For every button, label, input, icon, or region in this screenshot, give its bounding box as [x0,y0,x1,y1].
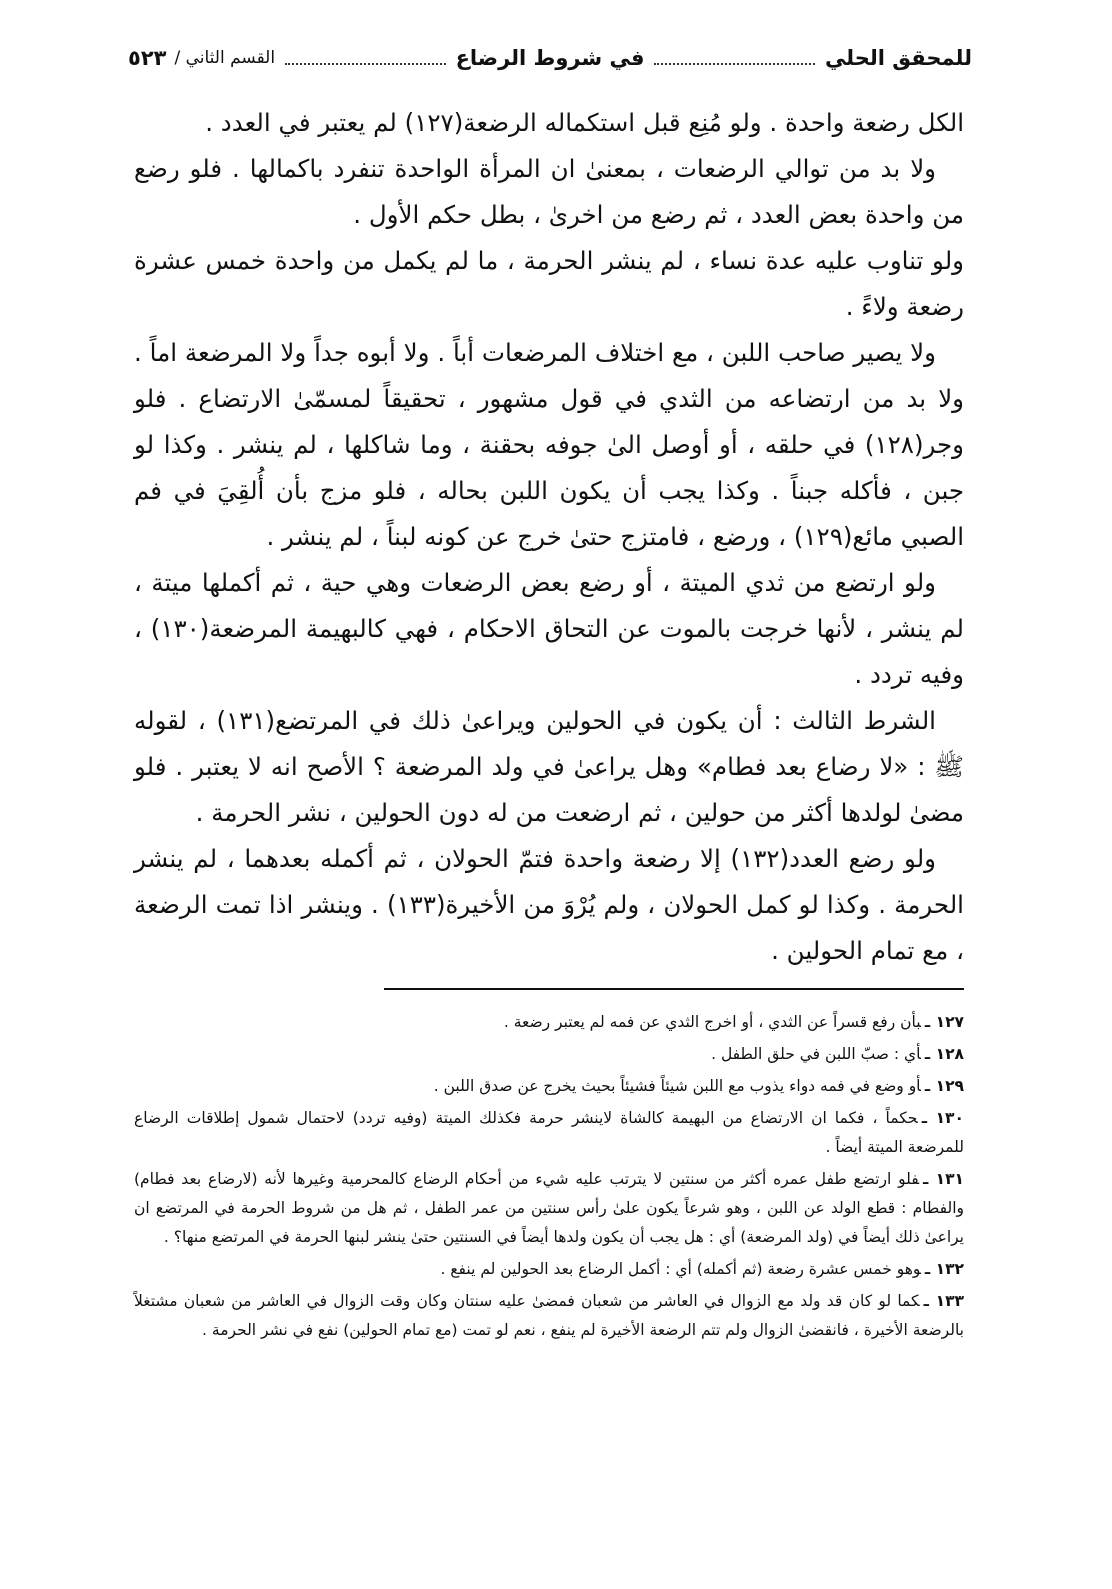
footnote [134,1104,964,1162]
header-page-info [128,46,275,70]
footnotes [134,1008,964,1348]
paragraph: ولو تناوب عليه عدة نساء ، لم ينشر الحرمة ، ما لم يكمل من واحدة خمس عشرة رضعة ولاءً . [134,246,964,321]
footnote-number: ١٣١ ـ [923,1170,964,1188]
footnote [134,1008,964,1037]
footnote-text: حكماً ، فكما ان الارتضاع من البهيمة كالشاة لاينشر حرمة فكذلك الميتة (وفيه تردد) لاحتمال شمول إطلاقات الرضاع للمرضعة الميتة أيضاً . [134,1109,964,1156]
footnote-number: ١٣٣ ـ [923,1292,964,1310]
footnote-text: بأن رفع قسراً عن الثدي ، أو اخرج الثدي عن فمه لم يعتبر رضعة . [503,1013,921,1031]
footnote [134,1255,964,1284]
header-chapter-title: في شروط الرضاع [455,46,645,70]
paragraph: ولا يصير صاحب اللبن ، مع اختلاف المرضعات أباً . ولا أبوه جداً ولا المرضعة اماً . ولا بد من ارتضاعه من الثدي في قول مشهور ، تحقيقاً لمسمّىٰ الارتضاع . فلو وجر(١٢٨) في حلقه ، أو أوصل الىٰ جوفه بحقنة ، وما شاكلها ، لم ينشر . وكذا لو جبن ، فأكله جبناً . وكذا يجب أن يكون اللبن بحاله ، فلو مزج بأن أُلقِيَ في فم الصبي مائع(١٢٩) ، ورضع ، فامتزج حتىٰ خرج عن كونه لبناً ، لم ينشر . [134,338,964,551]
footnote-number: ١٢٧ ـ [924,1013,964,1031]
paragraph: ولا بد من توالي الرضعات ، بمعنىٰ ان المرأة الواحدة تنفرد باكمالها . فلو رضع من واحدة بعض العدد ، ثم رضع من اخرىٰ ، بطل حكم الأول . [134,154,964,229]
footnote [134,1165,964,1252]
header-dotted-leader [285,63,445,65]
footnote-number: ١٢٨ ـ [924,1045,964,1063]
footnote-text: وهو خمس عشرة رضعة (ثم أكمله) أي : أكمل الرضاع بعد الحولين لم ينفع . [440,1260,921,1278]
header-dotted-leader [654,63,814,65]
header-author: للمحقق الحلي [824,46,972,70]
footnote-number: ١٢٩ ـ [924,1077,964,1095]
paragraph: ولو ارتضع من ثدي الميتة ، أو رضع بعض الرضعات وهي حية ، ثم أكملها ميتة ، لم ينشر ، لأنها خرجت بالموت عن التحاق الاحكام ، فهي كالبهيمة المرضعة(١٣٠) ، وفيه تردد . [134,568,964,689]
footnote-text: أو وضع في فمه دواء يذوب مع اللبن شيئاً فشيئاً بحيث يخرج عن صدق اللبن . [433,1077,921,1095]
running-header [128,36,972,80]
footnote-separator [384,988,964,990]
paragraph: الكل رضعة واحدة . ولو مُنِع قبل استكماله الرضعة(١٢٧) لم يعتبر في العدد . [205,108,964,137]
footnote-number: ١٣٢ ـ [924,1260,964,1278]
footnote-number: ١٣٠ ـ [921,1109,964,1127]
page-number: ٥٢٣ [128,46,167,70]
footnote [134,1287,964,1345]
paragraph: ولو رضع العدد(١٣٢) إلا رضعة واحدة فتمّ الحولان ، ثم أكمله بعدهما ، لم ينشر الحرمة . وكذا لو كمل الحولان ، ولم يُرْوَ من الأخيرة(١٣٣) . وينشر اذا تمت الرضعة ، مع تمام الحولين . [134,844,964,965]
main-text [134,100,964,974]
footnote [134,1040,964,1069]
footnote [134,1072,964,1101]
footnote-text: كما لو كان قد ولد مع الزوال في العاشر من شعبان فمضىٰ عليه سنتان وكان وقت الزوال في العاشر من شعبان مشتغلاً بالرضعة الأخيرة ، فانقضىٰ الزوال ولم تتم الرضعة الأخيرة لم ينفع ، نعم لو تمت (مع تمام الحولين) نفع في نشر الحرمة . [134,1292,964,1339]
header-section: القسم الثاني / [174,48,276,68]
paragraph: الشرط الثالث : أن يكون في الحولين ويراعىٰ ذلك في المرتضع(١٣١) ، لقوله ﷺ : «لا رضاع بعد فطام» وهل يراعىٰ في ولد المرضعة ؟ الأصح انه لا يعتبر . فلو مضىٰ لولدها أكثر من حولين ، ثم ارضعت من له دون الحولين ، نشر الحرمة . [134,706,964,827]
footnote-text: فلو ارتضع طفل عمره أكثر من سنتين لا يترتب عليه شيء من أحكام الرضاع كالمحرمية وغيرها لأنه (لارضاع بعد فطام) والفطام : قطع الولد عن اللبن ، وهو شرعاً يكون علىٰ رأس سنتين من عمر الطفل ، ثم هل من شروط الحرمة في المرتضع ان يراعىٰ ذلك أيضاً في (ولد المرضعة) أي : هل يجب أن يكون ولدها أيضاً في السنتين حتىٰ ينشر لبنها الحرمة في المرتضع منها؟ . [134,1170,964,1246]
footnote-text: أي : صبّ اللبن في حلق الطفل . [711,1045,921,1063]
